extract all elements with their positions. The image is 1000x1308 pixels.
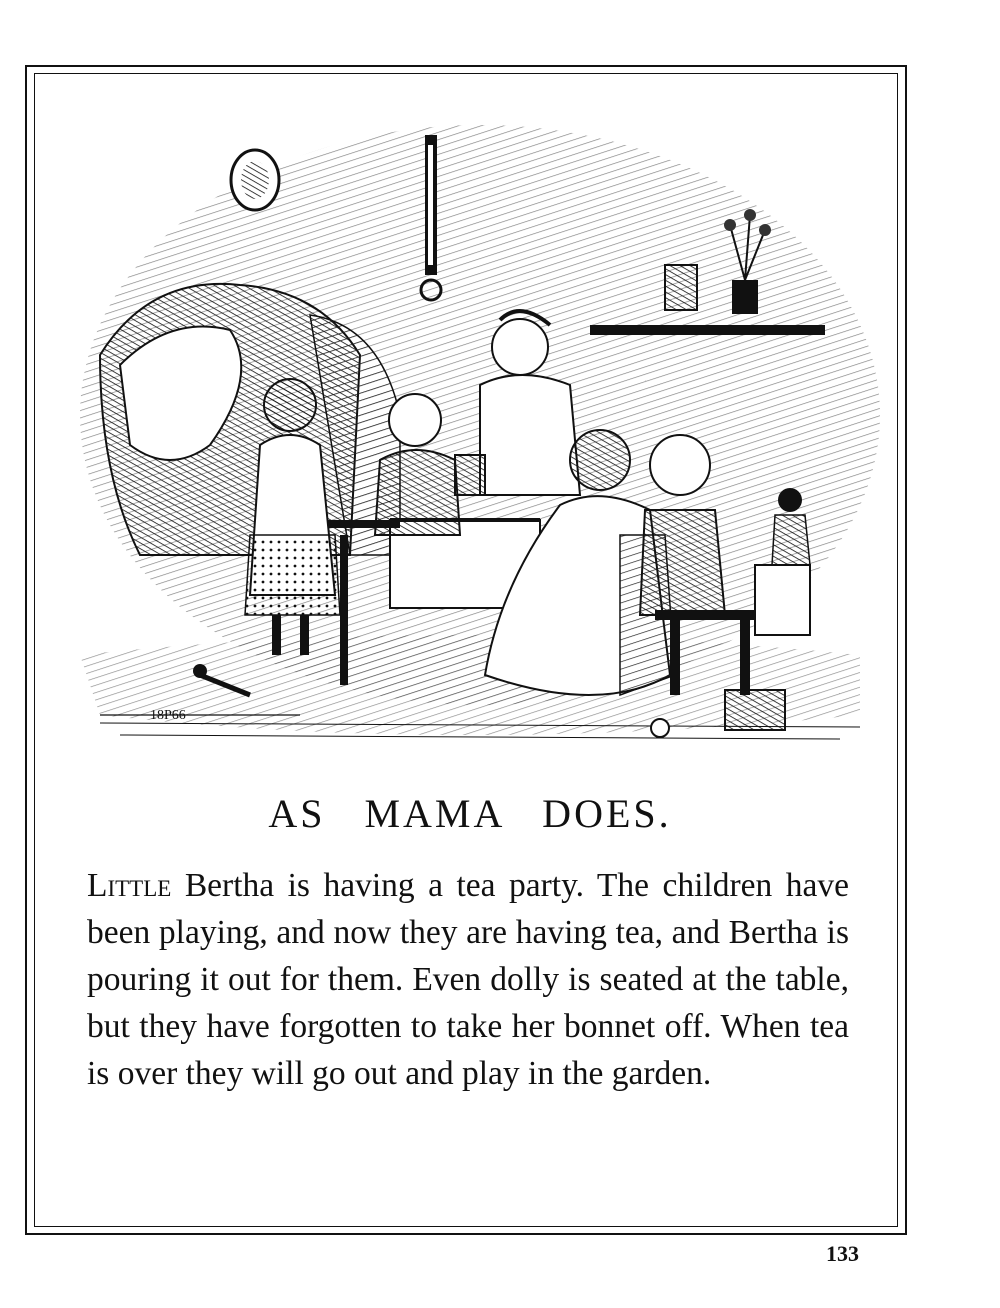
story-paragraph	[87, 862, 849, 1097]
artist-signature: 18P66	[150, 708, 186, 723]
story-lead-word: Little	[87, 867, 172, 904]
tea-party-illustration	[60, 115, 880, 770]
page-title: AS MAMA DOES.	[268, 791, 672, 836]
page-number: 133	[826, 1241, 859, 1266]
story-text: Bertha is having a tea party. The children have been playing, and now they are having tea, and Bertha is pouring it out for them. Even dolly is seated at the table, but they have forgotten to take her bonnet off. When tea is over they will go out and play in the garden.	[87, 867, 849, 1092]
